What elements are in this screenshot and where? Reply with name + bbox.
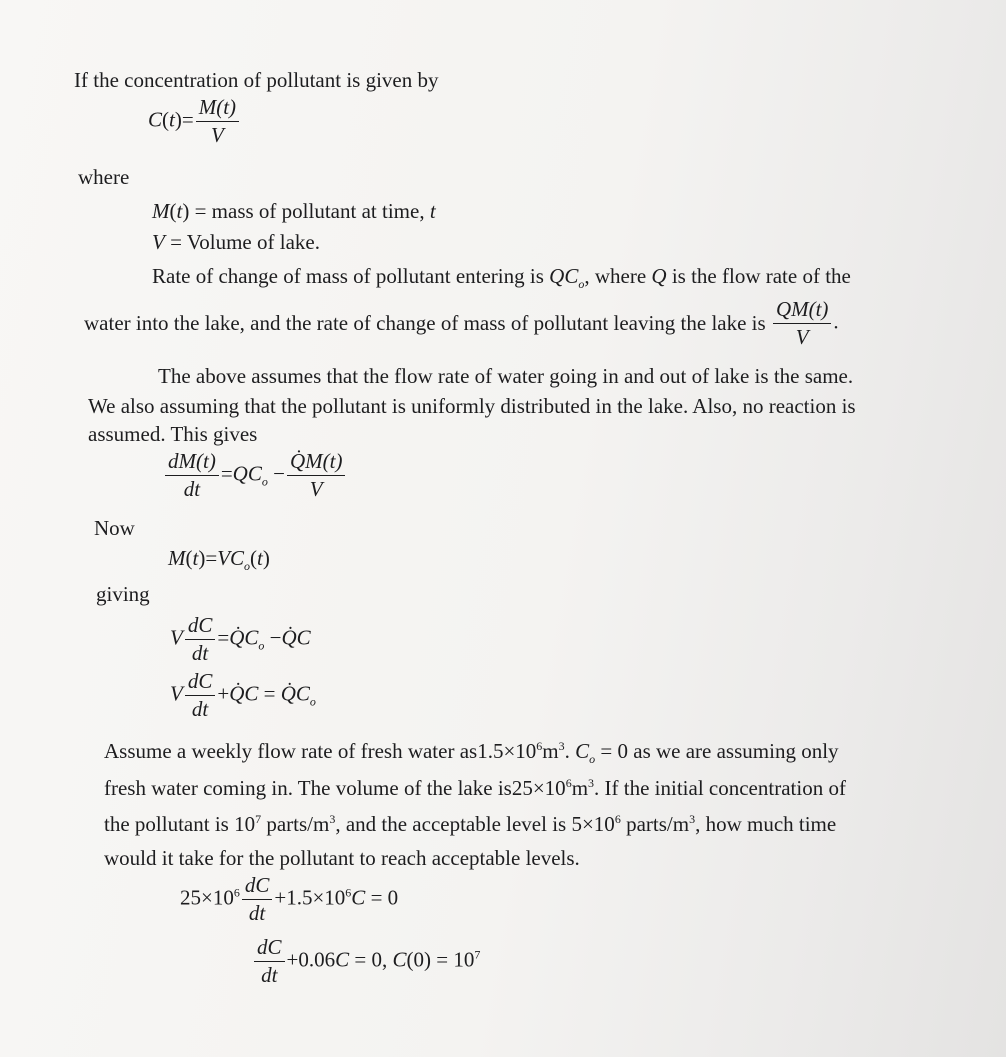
assume-line-1: The above assumes that the flow rate of water going in and out of lake is the same. [158, 364, 854, 388]
assume-line-2: We also assuming that the pollutant is uniformly distributed in the lake. Also, no reaction is [88, 394, 856, 418]
weekly-line-2: fresh water coming in. The volume of the lake $is25\times 10^6m^3$. If the initial concentration of [104, 776, 846, 800]
weekly-line-1: Assume a weekly flow rate of fresh water $as1.5\times 10^6m^3$. $C_o = 0$ as we are assuming only [104, 739, 839, 767]
numeric-equation-2: $\frac{dC}{dt}$ +0.06C = 0, $C(0) = 10^7$ [252, 936, 480, 987]
concentration-equation: C(t)= $\frac{M(t)}{V}$ [148, 96, 241, 147]
definition-volume: V = Volume of lake. [152, 230, 320, 254]
intro-text: If the concentration of pollutant is given by [74, 68, 439, 92]
assume-line-3: assumed. This gives [88, 422, 258, 446]
derivative-equation-1: V $\frac{dC}{dt}$ $=Q̇C_o$ −Q̇C [170, 613, 311, 666]
weekly-line-1b-text: as we are assuming only [633, 739, 839, 763]
rate-line-2-text: water into the lake, and the rate of change of mass of pollutant leaving the lake is [84, 311, 766, 336]
rate-line-1c-text: is the flow rate of the [671, 264, 851, 288]
definition-mass-text: = mass of pollutant at time, [194, 199, 425, 223]
weekly-line-3: the pollutant is $10^7$ parts/$m^3$, and the acceptable level is $5\times 10^6$ parts/$m^3$, how much time [104, 812, 837, 836]
mass-volume-equation: $M(t)=VC_o(t)$ [168, 546, 270, 574]
where-label: where [78, 165, 130, 189]
rate-line-1-text: Rate of change of mass of pollutant entering is [152, 264, 544, 288]
weekly-line-4: would it take for the pollutant to reach acceptable levels. [104, 846, 580, 870]
rate-line-2: water into the lake, and the rate of change of mass of pollutant leaving the lake is $\frac{QM(t)}{V}$ . [84, 297, 839, 350]
weekly-line-2a-text: fresh water coming in. The volume of the lake is [104, 776, 512, 800]
definition-volume-text: = Volume of lake. [170, 230, 320, 254]
derivative-equation-2: V $\frac{dC}{dt}$ +Q̇C = $Q̇C_o$ [170, 669, 316, 722]
weekly-line-3e-text: , how much time [695, 812, 837, 836]
giving-label: giving [96, 582, 150, 606]
now-label: Now [94, 516, 135, 540]
weekly-line-3b-text: parts/m [266, 812, 330, 836]
weekly-line-1a-text: Assume a weekly flow rate of fresh water as [104, 739, 478, 763]
weekly-line-2b-text: . If the initial concentration of [594, 776, 846, 800]
mass-balance-equation: $\frac{dM(t)}{dt}$ $=QC_o$ − $\frac{Q̇M(t)}{V}$ [163, 450, 347, 501]
definition-mass: M(t) = mass of pollutant at time, t [152, 199, 436, 223]
rate-line-1b-text: , where [584, 264, 647, 288]
weekly-line-3d-text: parts/m [626, 812, 690, 836]
weekly-line-3a-text: the pollutant is [104, 812, 229, 836]
rate-line-1: Rate of change of mass of pollutant entering is $QC_o$, where Q is the flow rate of the [152, 264, 851, 292]
numeric-equation-1: $25\times 10^6$ $\frac{dC}{dt}$ $+1.5\times 10^6C = 0$ [180, 873, 399, 926]
weekly-line-3c-text: , and the acceptable level is [335, 812, 567, 836]
